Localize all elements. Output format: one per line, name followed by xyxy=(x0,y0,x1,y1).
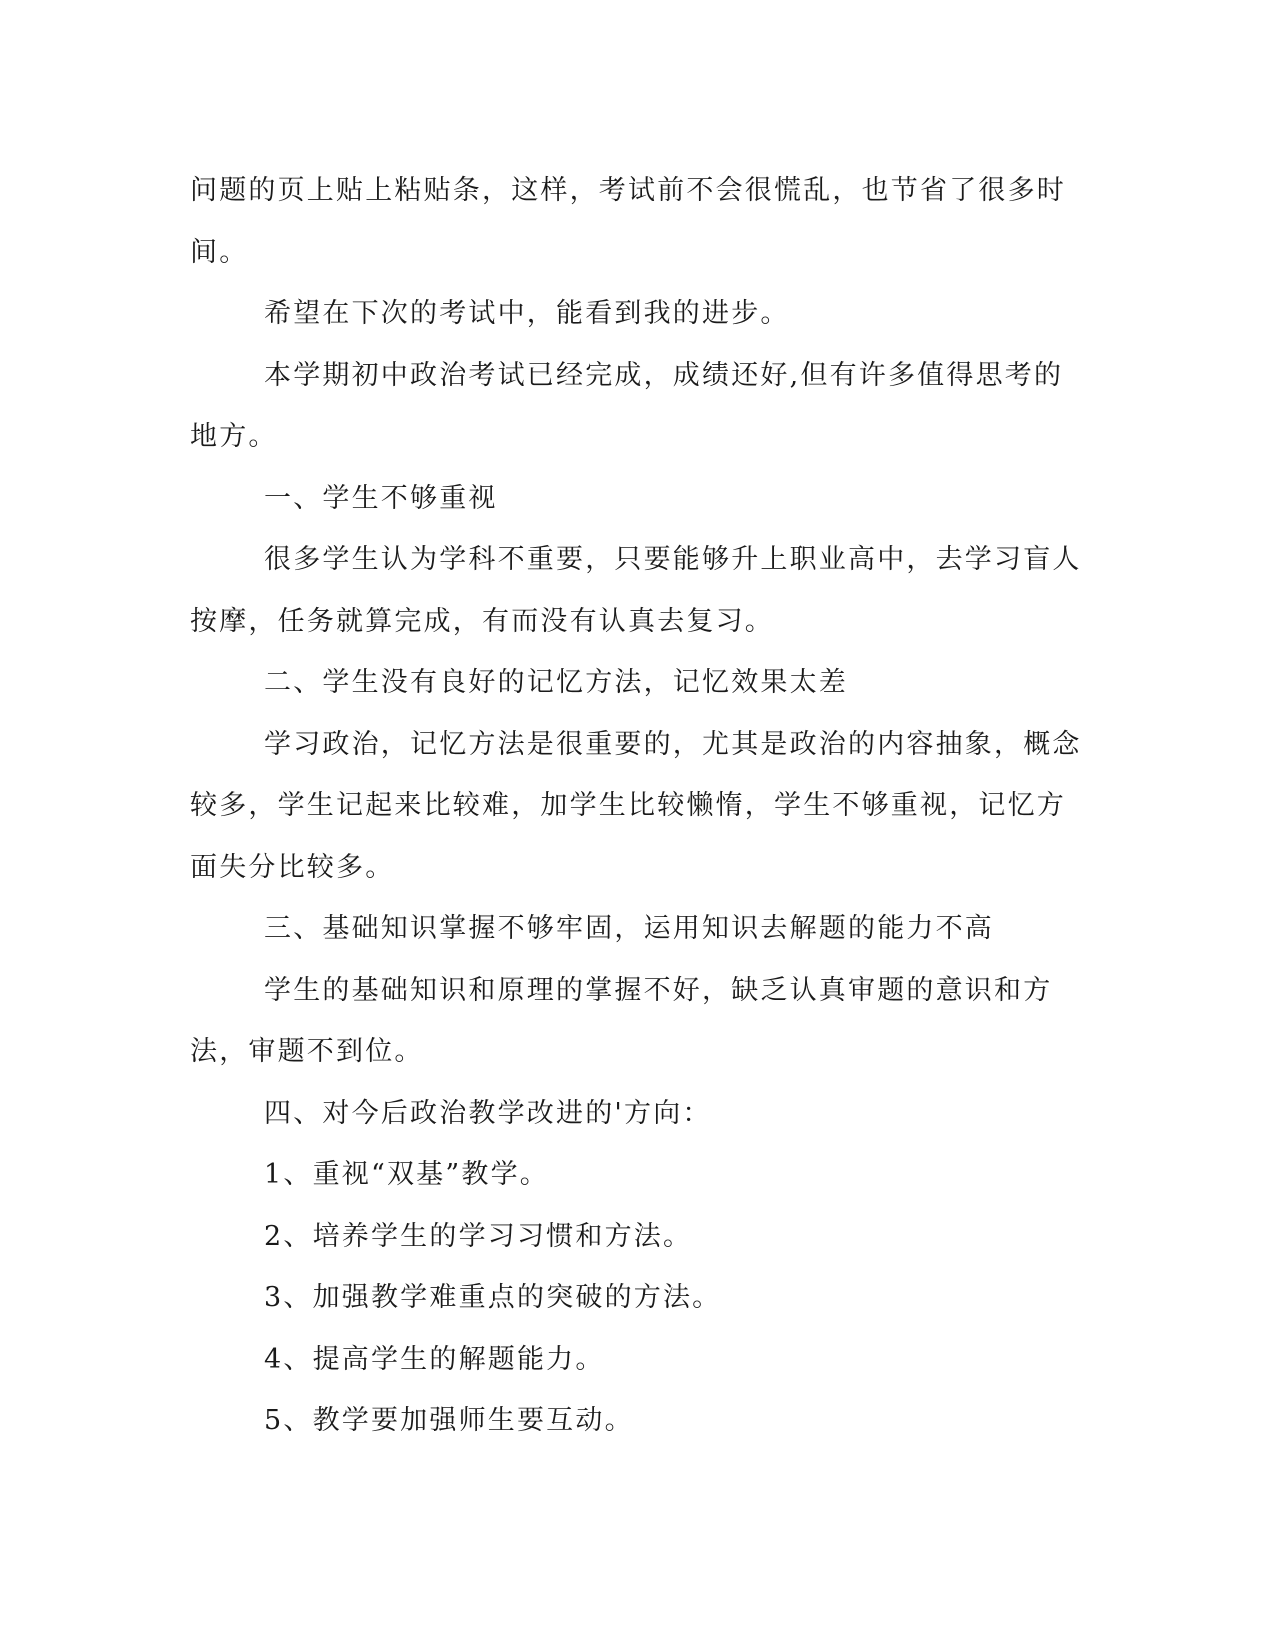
list-item-1: 1、重视“双基”教学。 xyxy=(264,1159,549,1190)
paragraph-3: 本学期初中政治考试已经完成，成绩还好,但有许多值得思考的地方。 xyxy=(190,359,1064,452)
heading-2: 二、学生没有良好的记忆方法，记忆效果太差 xyxy=(264,667,848,698)
list-item-4: 4、提高学生的解题能力。 xyxy=(264,1343,605,1375)
paragraph-2: 希望在下次的考试中，能看到我的进步。 xyxy=(264,298,790,329)
list-item-3: 3、加强教学难重点的突破的方法。 xyxy=(264,1282,722,1313)
paragraph-5: 学习政治，记忆方法是很重要的，尤其是政治的内容抽象，概念较多，学生记起来比较难，加学生比较懒惰，学生不够重视，记忆方面失分比较多。 xyxy=(190,728,1082,883)
list-item-5: 5、教学要加强师生要互动。 xyxy=(264,1405,634,1436)
list-item-2: 2、培养学生的学习习惯和方法。 xyxy=(264,1220,693,1252)
heading-3: 三、基础知识掌握不够牢固，运用知识去解题的能力不高 xyxy=(264,913,994,944)
paragraph-6: 学生的基础知识和原理的掌握不好，缺乏认真审题的意识和方法，审题不到位。 xyxy=(190,974,1053,1067)
document-body xyxy=(190,160,1090,1452)
paragraph-4: 很多学生认为学科不重要，只要能够升上职业高中，去学习盲人按摩，任务就算完成，有而没有认真去复习。 xyxy=(190,544,1082,637)
paragraph-1: 问题的页上贴上粘贴条，这样，考试前不会很慌乱，也节省了很多时间。 xyxy=(190,175,1066,268)
heading-4: 四、对今后政治教学改进的'方向： xyxy=(264,1097,712,1129)
heading-1: 一、学生不够重视 xyxy=(264,482,498,514)
